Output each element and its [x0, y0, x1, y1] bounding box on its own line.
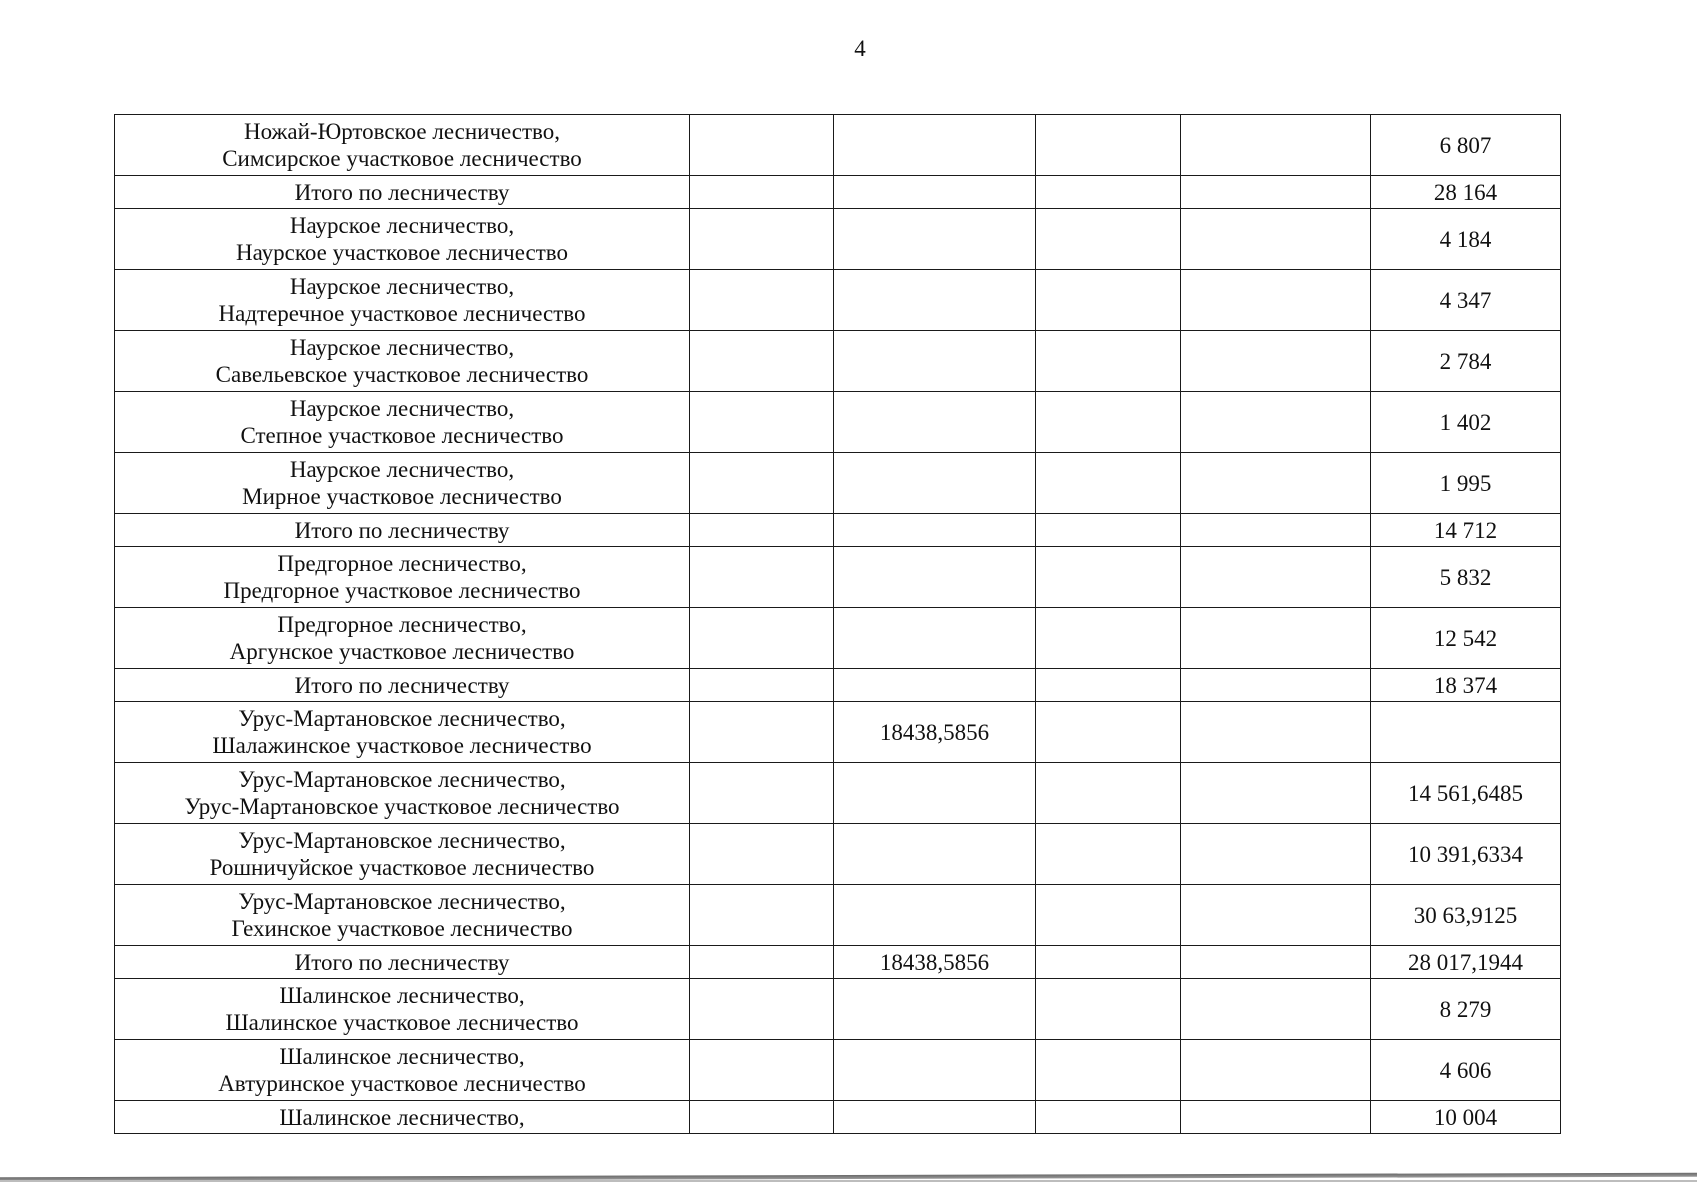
table-cell: [1181, 331, 1371, 392]
table-cell: [834, 453, 1036, 514]
table-cell: 18438,5856: [834, 946, 1036, 979]
table-row: [115, 547, 1561, 608]
table-row: [115, 331, 1561, 392]
table-cell: [690, 115, 834, 176]
area-value-cell: 30 63,9125: [1371, 885, 1561, 946]
table-cell: [1181, 946, 1371, 979]
table-cell: [1036, 209, 1181, 270]
table-row: [115, 979, 1561, 1040]
forestry-name-cell: [115, 608, 690, 669]
table-cell: [690, 669, 834, 702]
district-name: Урус-Мартановское участковое лесничество: [184, 794, 620, 819]
total-label: Итого по лесничеству: [294, 179, 510, 205]
forestry-name: Ножай-Юртовское лесничество,: [243, 119, 560, 144]
district-name: Мирное участковое лесничество: [242, 484, 562, 509]
table-cell: [1181, 176, 1371, 209]
table-cell: [1036, 453, 1181, 514]
district-name: Аргунское участковое лесничество: [229, 639, 575, 664]
table-cell: [1181, 514, 1371, 547]
table-cell: [834, 763, 1036, 824]
area-value-cell: 10 004: [1371, 1101, 1561, 1134]
forestry-name-cell: [115, 453, 690, 514]
table-cell: [1036, 824, 1181, 885]
table-cell: [690, 885, 834, 946]
table-cell: [690, 608, 834, 669]
table-cell: [1036, 115, 1181, 176]
area-value-cell: 1 402: [1371, 392, 1561, 453]
table-cell: [1036, 270, 1181, 331]
forestry-name-cell: [115, 979, 690, 1040]
forestry-name-cell: [115, 946, 690, 979]
table-cell: [1181, 115, 1371, 176]
forestry-table-container: [114, 114, 1560, 1134]
forestry-name: Наурское лесничество,: [289, 457, 515, 482]
forestry-name: Наурское лесничество,: [289, 396, 515, 421]
table-cell: [690, 331, 834, 392]
table-cell: [1036, 176, 1181, 209]
forestry-name: Урус-Мартановское лесничество,: [238, 889, 566, 914]
forestry-name-cell: [115, 1101, 690, 1134]
table-cell: [1181, 453, 1371, 514]
table-cell: [1036, 514, 1181, 547]
table-cell: [1036, 946, 1181, 979]
area-value-cell: 4 606: [1371, 1040, 1561, 1101]
area-value-cell: 4 184: [1371, 209, 1561, 270]
table-cell: 18438,5856: [834, 702, 1036, 763]
forestry-name-cell: [115, 702, 690, 763]
area-value-cell: 6 807: [1371, 115, 1561, 176]
table-cell: [1181, 209, 1371, 270]
table-cell: [690, 946, 834, 979]
table-row: [115, 763, 1561, 824]
table-cell: [834, 1040, 1036, 1101]
forestry-name-cell: [115, 824, 690, 885]
table-row: [115, 1101, 1561, 1134]
table-cell: [690, 514, 834, 547]
table-cell: [1181, 270, 1371, 331]
table-cell: [1181, 1040, 1371, 1101]
table-cell: [690, 392, 834, 453]
forestry-name: Урус-Мартановское лесничество,: [238, 767, 566, 792]
table-cell: [1181, 1101, 1371, 1134]
table-cell: [690, 702, 834, 763]
table-cell: [1181, 885, 1371, 946]
table-row-total: [115, 946, 1561, 979]
table-cell: [690, 547, 834, 608]
district-name: Предгорное участковое лесничество: [223, 578, 581, 603]
table-cell: [690, 824, 834, 885]
table-row: [115, 608, 1561, 669]
table-cell: [690, 453, 834, 514]
table-row: [115, 209, 1561, 270]
area-value-cell: 10 391,6334: [1371, 824, 1561, 885]
table-cell: [1036, 331, 1181, 392]
table-cell: [1036, 885, 1181, 946]
forestry-table: [114, 114, 1561, 1134]
forestry-name-cell: [115, 270, 690, 331]
area-value-cell: 28 017,1944: [1371, 946, 1561, 979]
table-row: [115, 453, 1561, 514]
total-label: Итого по лесничеству: [294, 949, 510, 975]
table-cell: [834, 547, 1036, 608]
table-cell: [1181, 669, 1371, 702]
district-name: Надтеречное участковое лесничество: [218, 301, 586, 326]
table-cell: [834, 392, 1036, 453]
table-cell: [1036, 702, 1181, 763]
area-value-cell: 14 561,6485: [1371, 763, 1561, 824]
district-name: Шалинское участковое лесничество: [225, 1010, 579, 1035]
forestry-name: Предгорное лесничество,: [277, 551, 527, 576]
table-cell: [690, 1040, 834, 1101]
forestry-name: Предгорное лесничество,: [277, 612, 527, 637]
district-name: Степное участковое лесничество: [240, 423, 564, 448]
area-value-cell: 12 542: [1371, 608, 1561, 669]
area-value-cell: 5 832: [1371, 547, 1561, 608]
forestry-name: Урус-Мартановское лесничество,: [238, 828, 566, 853]
table-cell: [834, 176, 1036, 209]
table-cell: [834, 209, 1036, 270]
forestry-name-cell: [115, 209, 690, 270]
area-value-cell: [1371, 702, 1561, 763]
table-row: [115, 824, 1561, 885]
forestry-name: Наурское лесничество,: [289, 274, 515, 299]
table-cell: [834, 331, 1036, 392]
table-cell: [1036, 979, 1181, 1040]
district-name: Шалажинское участковое лесничество: [212, 733, 592, 758]
table-cell: [690, 763, 834, 824]
forestry-name: Шалинское лесничество,: [279, 983, 525, 1008]
table-row: [115, 270, 1561, 331]
forestry-name: Шалинское лесничество,: [279, 1044, 525, 1069]
table-cell: [1181, 702, 1371, 763]
page-number: 4: [854, 36, 866, 61]
forestry-name: Наурское лесничество,: [289, 335, 515, 360]
table-cell: [834, 115, 1036, 176]
table-row: [115, 1040, 1561, 1101]
total-label: Итого по лесничеству: [294, 517, 510, 543]
table-row: [115, 702, 1561, 763]
forestry-name-cell: [115, 115, 690, 176]
table-cell: [834, 1101, 1036, 1134]
table-cell: [1036, 608, 1181, 669]
table-cell: [834, 979, 1036, 1040]
forestry-name: Шалинское лесничество,: [279, 1104, 525, 1130]
forestry-name-cell: [115, 392, 690, 453]
forestry-name-cell: [115, 1040, 690, 1101]
table-cell: [1181, 979, 1371, 1040]
district-name: Гехинское участковое лесничество: [231, 916, 573, 941]
table-cell: [1036, 547, 1181, 608]
table-cell: [834, 824, 1036, 885]
table-cell: [1036, 763, 1181, 824]
scan-edge-shadow: [0, 1180, 1697, 1182]
table-row: [115, 885, 1561, 946]
area-value-cell: 8 279: [1371, 979, 1561, 1040]
forestry-name-cell: [115, 547, 690, 608]
total-label: Итого по лесничеству: [294, 672, 510, 698]
table-cell: [834, 885, 1036, 946]
table-row-total: [115, 514, 1561, 547]
table-row: [115, 392, 1561, 453]
table-cell: [1036, 1040, 1181, 1101]
forestry-name-cell: [115, 885, 690, 946]
district-name: Наурское участковое лесничество: [236, 240, 568, 265]
district-name: Рошничуйское участковое лесничество: [209, 855, 595, 880]
table-cell: [1181, 392, 1371, 453]
table-cell: [1036, 1101, 1181, 1134]
area-value-cell: 18 374: [1371, 669, 1561, 702]
forestry-name-cell: [115, 669, 690, 702]
forestry-name-cell: [115, 176, 690, 209]
table-cell: [690, 209, 834, 270]
district-name: Савельевское участковое лесничество: [215, 362, 589, 387]
table-cell: [834, 669, 1036, 702]
district-name: Симсирское участковое лесничество: [222, 146, 582, 171]
table-row: [115, 115, 1561, 176]
forestry-name-cell: [115, 514, 690, 547]
area-value-cell: 1 995: [1371, 453, 1561, 514]
forestry-name: Урус-Мартановское лесничество,: [238, 706, 566, 731]
table-cell: [690, 176, 834, 209]
table-cell: [834, 514, 1036, 547]
table-cell: [1036, 669, 1181, 702]
table-cell: [834, 608, 1036, 669]
table-cell: [1181, 608, 1371, 669]
table-cell: [1181, 824, 1371, 885]
table-cell: [1036, 392, 1181, 453]
table-cell: [690, 270, 834, 331]
forestry-name-cell: [115, 763, 690, 824]
area-value-cell: 2 784: [1371, 331, 1561, 392]
area-value-cell: 4 347: [1371, 270, 1561, 331]
forestry-name-cell: [115, 331, 690, 392]
area-value-cell: 28 164: [1371, 176, 1561, 209]
table-cell: [690, 979, 834, 1040]
area-value-cell: 14 712: [1371, 514, 1561, 547]
table-cell: [834, 270, 1036, 331]
table-cell: [1181, 763, 1371, 824]
table-cell: [690, 1101, 834, 1134]
district-name: Автуринское участковое лесничество: [218, 1071, 586, 1096]
table-row-total: [115, 669, 1561, 702]
table-row-total: [115, 176, 1561, 209]
table-cell: [1181, 547, 1371, 608]
forestry-name: Наурское лесничество,: [289, 213, 515, 238]
